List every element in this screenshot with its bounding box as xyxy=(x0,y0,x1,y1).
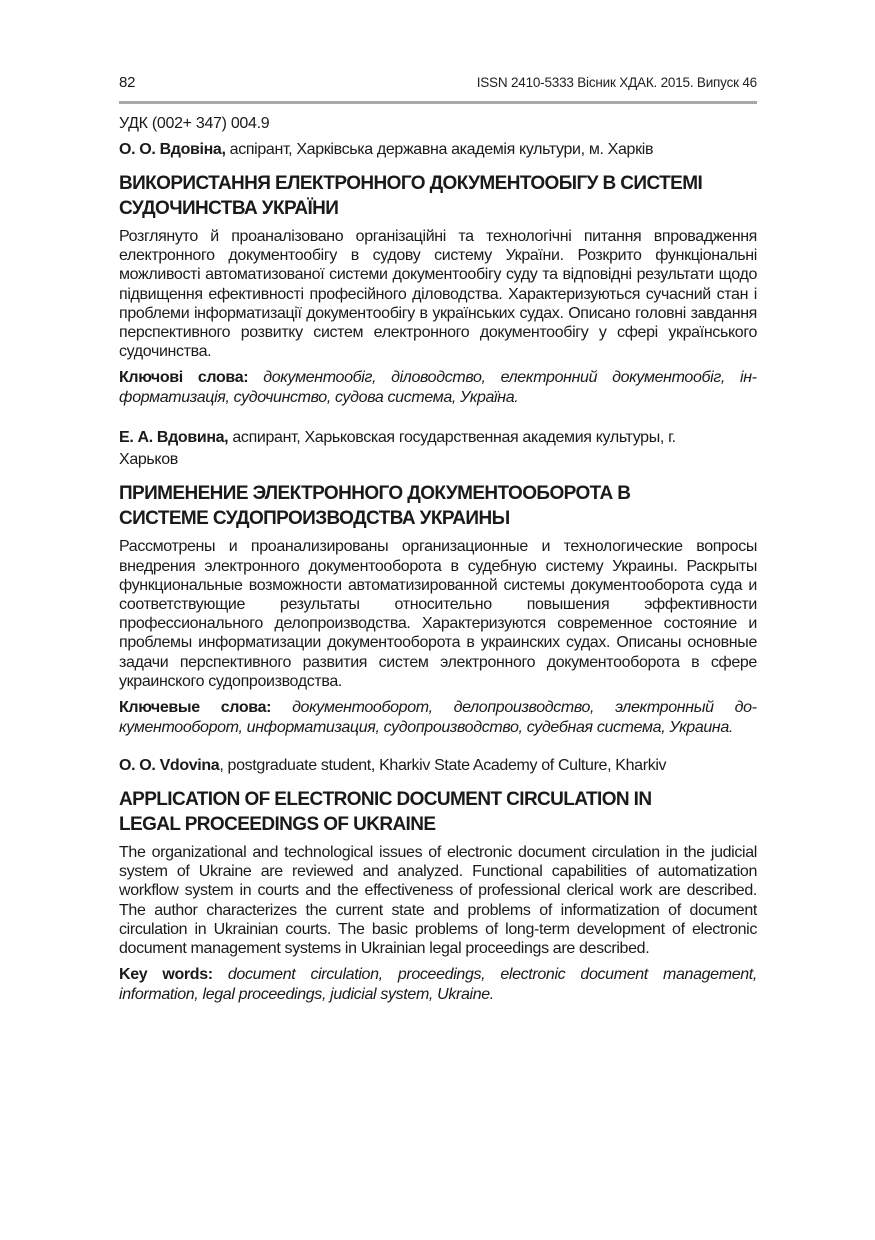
author-name: О. О. Вдовіна, xyxy=(119,141,226,158)
keywords-list: document circulation, proceedings, electronic document management, information, legal proceedings, judicial system, Ukraine. xyxy=(119,966,757,1003)
author-affiliation: аспірант, Харківська державна академія культури, м. Харків xyxy=(225,141,654,158)
abstract-section-ru xyxy=(119,427,757,737)
author-line xyxy=(119,427,757,471)
keywords xyxy=(119,368,757,407)
abstract-text: The organizational and technological issues of electronic document circulation in the judicial system of Ukraine are reviewed and analyzed. Functional capabilities of automatization workflow system in courts and the effectiveness of professional clerical work are described. The author characterizes the current state and problems of informatization of document circulation in Ukrainian courts. The basic problems of long-term development of electronic document management systems in Ukrainian legal proceedings are described. xyxy=(119,844,757,958)
keywords-label: Ключевые слова: xyxy=(119,699,272,717)
abstract-text: Розглянуто й проаналізовано організаційні та технологічні питання впровадження електронного документообігу в судову систему України. Розкрито функціональні можливості автоматизованої системи документообігу суду та відповідні результати щодо підвищення ефективності професійного діловодства. Характеризуються сучасний стан і проблеми інформатизації документообігу в українських судах. Описано головні завдання перспективного розвитку систем електронного документообігу у сфері українського судочинства. xyxy=(119,228,757,361)
spacer xyxy=(119,737,757,755)
author-name: Е. А. Вдовина, xyxy=(119,429,229,447)
author-affiliation: , postgraduate student, Kharkiv State Academy of Culture, Kharkiv xyxy=(219,757,667,775)
article-title: ПРИМЕНЕНИЕ ЭЛЕКТРОННОГО ДОКУМЕНТООБОРОТА В СИСТЕМЕ СУДОПРОИЗВОДСТВА УКРАИНЫ xyxy=(119,483,631,530)
journal-info: ISSN 2410-5333 Вісник ХДАК. 2015. Випуск 46 xyxy=(476,75,757,90)
udc-code: УДК (002+ 347) 004.9 xyxy=(119,115,270,132)
keywords-list: документообіг, діловодство, електронний документообіг, інформатизація, судочинство, судова система, Україна. xyxy=(119,369,757,406)
keywords xyxy=(119,698,757,737)
spacer xyxy=(119,407,757,427)
abstract-section-en xyxy=(119,755,757,1004)
header-divider xyxy=(119,101,757,104)
journal-page xyxy=(119,74,757,1004)
author-name: O. O. Vdovina xyxy=(119,757,220,775)
keywords-label: Ключові слова: xyxy=(119,369,249,387)
article-title: APPLICATION OF ELECTRONIC DOCUMENT CIRCULATION IN LEGAL PROCEEDINGS OF UKRAINE xyxy=(119,789,652,836)
keywords-list: документооборот, делопроизводство, электронный документооборот, информатизация, судопроизводство, судебная система, Украина. xyxy=(119,699,757,736)
author-line xyxy=(119,139,757,161)
keywords-label: Key words: xyxy=(119,966,213,984)
author-line xyxy=(119,755,757,777)
abstract-section-uk xyxy=(119,139,757,407)
page-number: 82 xyxy=(119,74,136,91)
article-title: ВИКОРИСТАННЯ ЕЛЕКТРОННОГО ДОКУМЕНТООБІГУ В СИСТЕМІ СУДОЧИНСТВА УКРАЇНИ xyxy=(119,173,703,219)
keywords xyxy=(119,965,757,1004)
abstract-text: Рассмотрены и проанализированы организационные и технологические вопросы внедрения электронного документооборота в судебную систему Украины. Раскрыты функциональные возможности автоматизированной системы документооборота суда и соответствующие результаты относительно повышения эффективности профессионального делопроизводства. Характеризуются современное состояние и проблемы информатизации документооборота в украинских судах. Описаны основные задачи перспективного развития систем электронного документооборота в сфере украинского судопроизводства. xyxy=(119,538,757,690)
author-affiliation: аспирант, Харьковская государственная академия культуры, г. Харьков xyxy=(119,429,676,469)
running-header xyxy=(119,74,757,96)
